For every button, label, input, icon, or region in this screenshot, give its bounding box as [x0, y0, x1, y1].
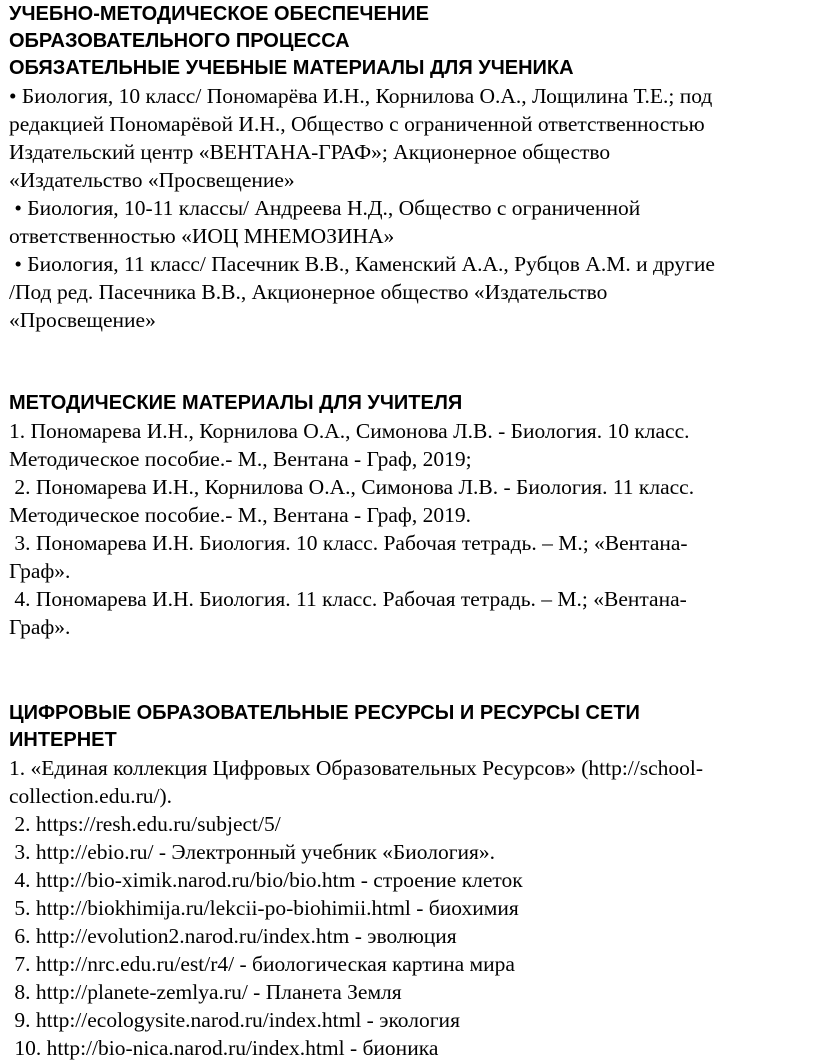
text-line: 1. «Единая коллекция Цифровых Образовательных Ресурсов» (http://school-	[9, 756, 704, 780]
document-page	[9, 1, 814, 1062]
section1-subtitle: ОБЯЗАТЕЛЬНЫЕ УЧЕБНЫЕ МАТЕРИАЛЫ ДЛЯ УЧЕНИКА	[9, 57, 574, 79]
teacher-material-item-2	[9, 473, 814, 529]
text-line: 2. Пономарева И.Н., Корнилова О.А., Симонова Л.В. - Биология. 11 класс.	[9, 475, 695, 499]
section1-title-line2: ОБРАЗОВАТЕЛЬНОГО ПРОЦЕССА	[9, 30, 350, 52]
text-line: Методическое пособие.- М., Вентана - Граф, 2019.	[9, 503, 471, 527]
text-line: Издательский центр «ВЕНТАНА-ГРАФ»; Акционерное общество	[9, 140, 611, 164]
spacer	[9, 641, 814, 700]
resource-link-3[interactable]: 3. http://ebio.ru/ - Электронный учебник «Биология».	[9, 840, 496, 864]
student-material-item-2	[9, 194, 814, 250]
text-line: 4. Пономарева И.Н. Биология. 11 класс. Рабочая тетрадь. – М.; «Вентана-	[9, 587, 687, 611]
text-line: Граф».	[9, 615, 71, 639]
text-line: /Под ред. Пасечника В.В., Акционерное общество «Издательство	[9, 280, 608, 304]
resource-link-8[interactable]: 8. http://planete-zemlya.ru/ - Планета Земля	[9, 980, 402, 1004]
teacher-material-item-4	[9, 585, 814, 641]
spacer	[9, 334, 814, 390]
resource-link-9[interactable]: 9. http://ecologysite.narod.ru/index.html - экология	[9, 1008, 460, 1032]
text-line: Методическое пособие.- М., Вентана - Граф, 2019;	[9, 447, 472, 471]
text-line: • Биология, 10 класс/ Пономарёва И.Н., Корнилова О.А., Лощилина Т.Е.; под	[9, 84, 713, 108]
text-line: • Биология, 10-11 классы/ Андреева Н.Д., Общество с ограниченной	[9, 196, 641, 220]
text-line: Граф».	[9, 559, 71, 583]
text-line: редакцией Пономарёвой И.Н., Общество с ограниченной ответственностью	[9, 112, 705, 136]
text-line: 1. Пономарева И.Н., Корнилова О.А., Симонова Л.В. - Биология. 10 класс.	[9, 419, 690, 443]
resource-link-2[interactable]: 2. https://resh.edu.ru/subject/5/	[9, 812, 281, 836]
teacher-material-item-3	[9, 529, 814, 585]
section3-title	[9, 700, 814, 754]
student-material-item-3	[9, 250, 814, 334]
text-line: ответственностью «ИОЦ МНЕМОЗИНА»	[9, 224, 395, 248]
section3-title-line1: ЦИФРОВЫЕ ОБРАЗОВАТЕЛЬНЫЕ РЕСУРСЫ И РЕСУРСЫ СЕТИ	[9, 702, 640, 724]
teacher-material-item-1	[9, 417, 814, 473]
resource-link-7[interactable]: 7. http://nrc.edu.ru/est/r4/ - биологическая картина мира	[9, 952, 515, 976]
resource-link-4[interactable]: 4. http://bio-ximik.narod.ru/bio/bio.htm - строение клеток	[9, 868, 523, 892]
section1-title	[9, 1, 814, 82]
resource-link-10[interactable]: 10. http://bio-nica.narod.ru/index.html - бионика	[9, 1036, 439, 1060]
section2-title	[9, 390, 814, 417]
resource-link-list	[9, 810, 814, 1062]
text-line: 3. Пономарева И.Н. Биология. 10 класс. Рабочая тетрадь. – М.; «Вентана-	[9, 531, 688, 555]
text-line: «Издательство «Просвещение»	[9, 168, 295, 192]
text-line: «Просвещение»	[9, 308, 156, 332]
resource-link-6[interactable]: 6. http://evolution2.narod.ru/index.htm - эволюция	[9, 924, 457, 948]
student-material-item-1	[9, 82, 814, 194]
text-line: • Биология, 11 класс/ Пасечник В.В., Каменский А.А., Рубцов А.М. и другие	[9, 252, 715, 276]
resource-link-5[interactable]: 5. http://biokhimija.ru/lekcii-po-biohimii.html - биохимия	[9, 896, 519, 920]
section1-title-line1: УЧЕБНО-МЕТОДИЧЕСКОЕ ОБЕСПЕЧЕНИЕ	[9, 3, 429, 25]
text-line: collection.edu.ru/).	[9, 784, 172, 808]
resource-item-1	[9, 754, 814, 810]
section2-title-text: МЕТОДИЧЕСКИЕ МАТЕРИАЛЫ ДЛЯ УЧИТЕЛЯ	[9, 392, 463, 414]
section3-title-line2: ИНТЕРНЕТ	[9, 729, 117, 751]
